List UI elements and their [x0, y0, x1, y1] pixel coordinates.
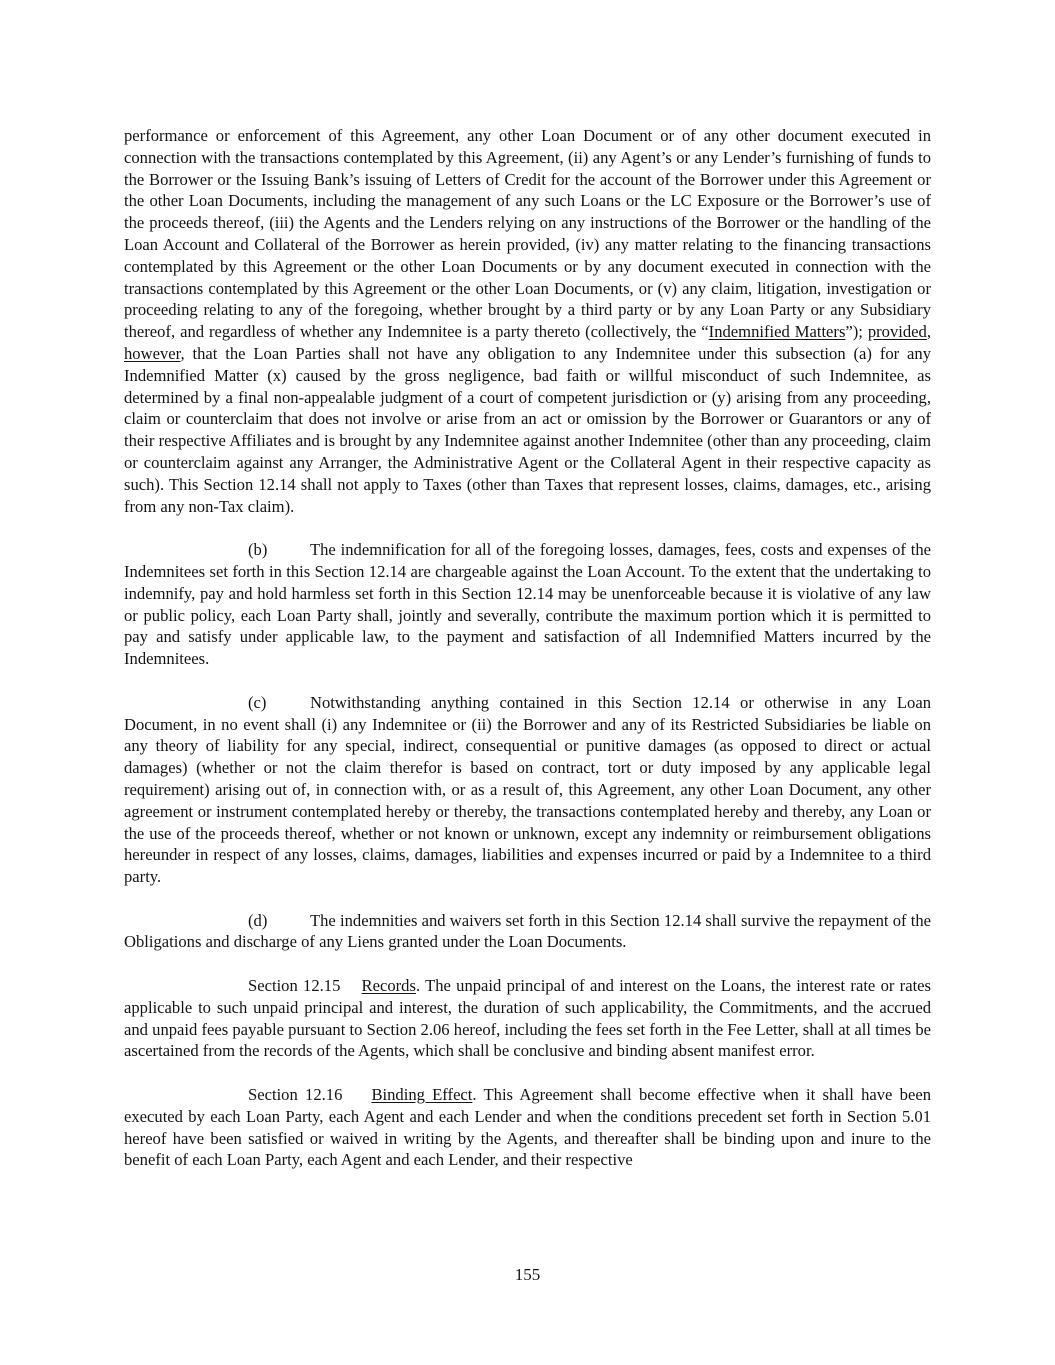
paragraph-c — [124, 692, 931, 888]
paragraph-c-text: Notwithstanding anything contained in this Section 12.14 or otherwise in any Loan Document, in no event shall (i) any Indemnitee or (ii) the Borrower and any of its Restricted Subsidiaries be liable on any theory of liability for any special, indirect, consequential or punitive damages (as opposed to direct or actual damages) (whether or not the claim therefor is based on contract, tort or duty imposed by any applicable legal requirement) arising out of, in connection with, or as a result of, this Agreement, any other Loan Document, any other agreement or instrument contemplated hereby or thereby, the transactions contemplated hereby and thereby, any Loan or the use of the proceeds thereof, whether or not known or unknown, except any indemnity or reimbursement obligations hereunder in respect of any losses, claims, damages, liabilities and expenses incurred or paid by a Indemnitee to a third party. — [124, 692, 931, 887]
paragraph-d-marker: (d) — [248, 910, 268, 930]
document-body — [124, 125, 931, 1193]
section-12-15-heading: Records — [361, 976, 416, 996]
section-12-15 — [124, 975, 931, 1062]
section-12-15-number: Section 12.15 — [248, 976, 341, 996]
term-provided: provided — [867, 322, 927, 342]
paragraph-b-text: The indemnification for all of the foregoing losses, damages, fees, costs and expenses of the Indemnitees set forth in this Section 12.14 are chargeable against the Loan Account. To the extent that the undertaking to indemnify, pay and hold harmless set forth in this Section 12.14 may be unenforceable because it is violative of any law or public policy, each Loan Party shall, jointly and severally, contribute the maximum portion which it is permitted to pay and satisfy under applicable law, to the payment and satisfaction of all Indemnified Matters incurred by the Indemnitees. — [124, 540, 931, 669]
section-12-16 — [124, 1084, 931, 1171]
paragraph-c-marker: (c) — [248, 692, 267, 712]
section-12-16-number: Section 12.16 — [248, 1085, 343, 1105]
paragraph-a-text-part1: performance or enforcement of this Agreement, any other Loan Document or of any other document executed in connection with the transactions contemplated by this Agreement, (ii) any Agent’s or any Lender’s furnishing of funds to the Borrower or the Issuing Bank’s issuing of Letters of Credit for the account of the Borrower under this Agreement or the other Loan Documents, including the management of any such Loans or the LC Exposure or the Borrower’s use of the proceeds thereof, (iii) the Agents and the Lenders relying on any instructions of the Borrower or the handling of the Loan Account and Collateral of the Borrower as herein provided, (iv) any matter relating to the financing transactions contemplated by this Agreement or the other Loan Documents or by any document executed in connection with the transactions contemplated by this Agreement or the other Loan Documents, or (v) any claim, litigation, investigation or proceeding relating to any of the foregoing, whether brought by a third party or by any Loan Party or any Subsidiary thereof, and regardless of whether any Indemnitee is a party thereto (collectively, the “ — [124, 126, 931, 342]
page-number: 155 — [514, 1265, 541, 1284]
paragraph-b-marker: (b) — [248, 540, 268, 560]
paragraph-b — [124, 539, 931, 670]
paragraph-a-text-part2: ”); — [845, 322, 868, 342]
term-however: however — [124, 343, 181, 363]
section-12-16-heading: Binding Effect — [371, 1085, 473, 1105]
paragraph-a-comma: , — [926, 322, 932, 342]
section-12-15-text: . The unpaid principal of and interest on the Loans, the interest rate or rates applicable to such unpaid principal and interest, the duration of such applicability, the Commitments, and the accrued and unpaid fees payable pursuant to Section 2.06 hereof, including the fees set forth in the Fee Letter, shall at all times be ascertained from the records of the Agents, which shall be conclusive and binding absent manifest error. — [124, 976, 932, 1061]
paragraph-a-text-part3: , that the Loan Parties shall not have any obligation to any Indemnitee under this subsection (a) for any Indemnified Matter (x) caused by the gross negligence, bad faith or willful misconduct of such Indemnitee, as determined by a final non-appealable judgment of a court of competent jurisdiction or (y) arising from any proceeding, claim or counterclaim that does not involve or arise from an act or omission by the Borrower or Guarantors or any of their respective Affiliates and is brought by any Indemnitee against another Indemnitee (other than any proceeding, claim or counterclaim against any Arranger, the Administrative Agent or the Collateral Agent in their respective capacity as such). This Section 12.14 shall not apply to Taxes (other than Taxes that represent losses, claims, damages, etc., arising from any non-Tax claim). — [124, 343, 931, 516]
paragraph-d — [124, 910, 931, 954]
paragraph-a-continuation — [124, 125, 931, 517]
defined-term-indemnified-matters: Indemnified Matters — [708, 322, 846, 342]
section-12-16-text: . This Agreement shall become effective when it shall have been executed by each Loan Party, each Agent and each Lender and when the conditions precedent set forth in Section 5.01 hereof have been satisfied or waived in writing by the Agents, and thereafter shall be binding upon and inure to the benefit of each Loan Party, each Agent and each Lender, and their respective — [124, 1085, 931, 1170]
paragraph-d-text: The indemnities and waivers set forth in this Section 12.14 shall survive the repayment of the Obligations and discharge of any Liens granted under the Loan Documents. — [124, 910, 931, 952]
